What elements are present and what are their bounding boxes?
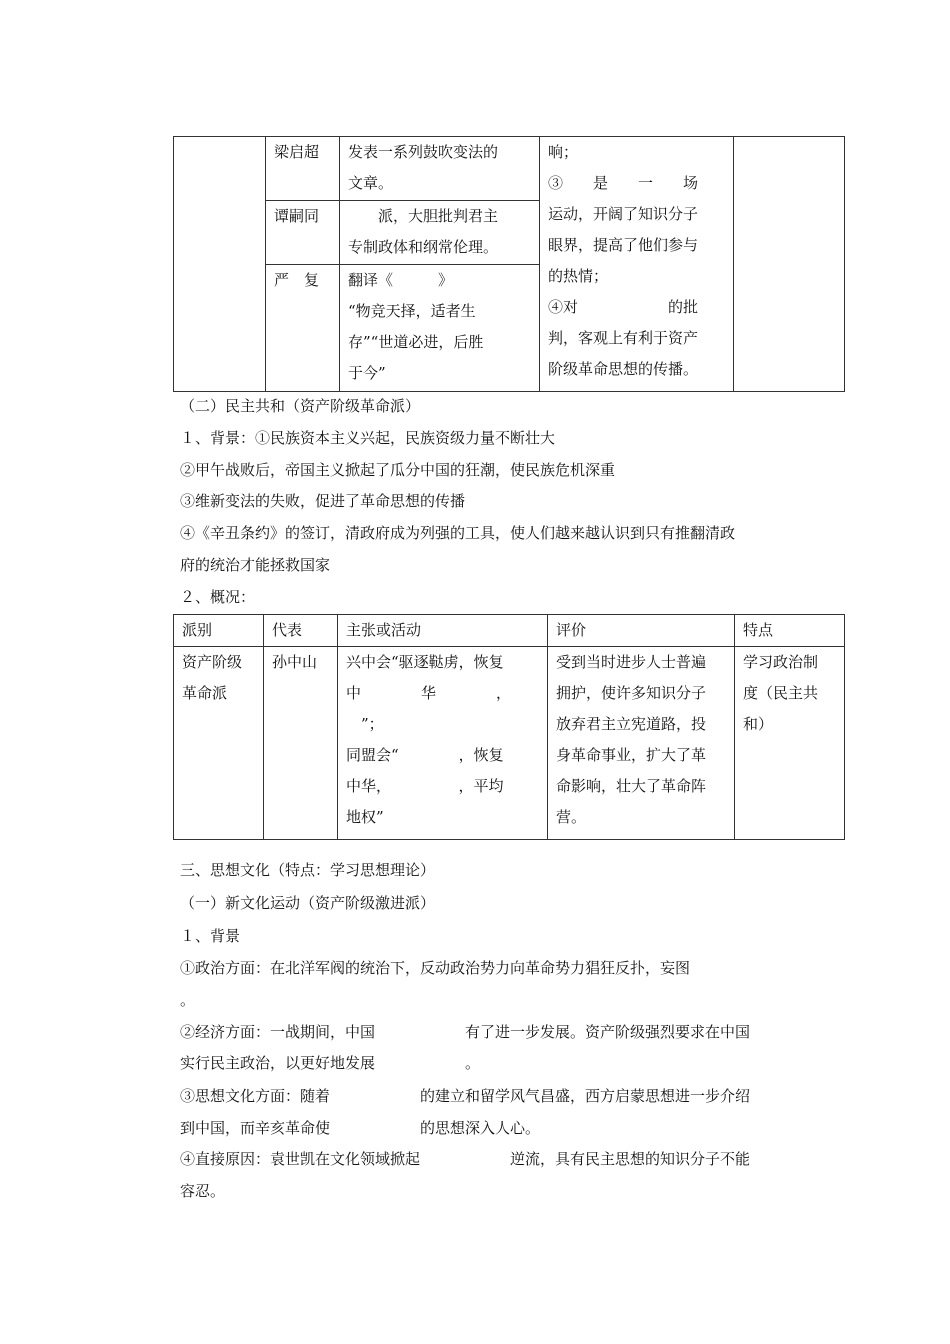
background-line: ②甲午战败后，帝国主义掀起了瓜分中国的狂潮，使民族危机深重	[180, 461, 616, 479]
claim-line: 地权”	[346, 808, 384, 826]
header-cell: 特点	[735, 615, 845, 647]
feature-line: 学习政治制	[743, 653, 819, 671]
claim-line: ”；	[346, 715, 384, 733]
paragraph-line: 到中国，而辛亥革命使 的思想深入人心。	[180, 1119, 541, 1137]
representative-cell: 孙中山	[264, 647, 338, 840]
paragraph-line: 实行民主政治，以更好地发展 。	[180, 1054, 481, 1072]
background-label: １、背景	[180, 927, 241, 945]
deed-cell	[340, 265, 540, 392]
eval-line: ④对 的批	[548, 298, 699, 316]
header-cell: 派别	[174, 615, 264, 647]
deed-line: 专制政体和纲常伦理。	[348, 238, 499, 256]
deed-cell	[340, 137, 540, 201]
deed-line: 翻译《 》	[348, 271, 454, 289]
background-line: 府的统治才能拯救国家	[180, 556, 331, 574]
eval-line: 营。	[556, 808, 587, 826]
claim-line: 中华， ，平均	[346, 777, 504, 795]
section-heading: （二）民主共和（资产阶级革命派）	[180, 397, 421, 415]
faction-cell	[174, 647, 264, 840]
feature-line: 度（民主共	[743, 684, 819, 702]
empty-cell	[174, 137, 266, 392]
eval-line: 眼界，提高了他们参与	[548, 236, 699, 254]
paragraph-line: 容忍。	[180, 1182, 226, 1200]
eval-line: ③ 是 一 场	[548, 174, 699, 192]
feature-cell	[735, 647, 845, 840]
eval-line: 受到当时进步人士普遍	[556, 653, 707, 671]
background-line: ③维新变法的失败，促进了革命思想的传播	[180, 492, 466, 510]
faction-line: 资产阶级	[182, 653, 243, 671]
header-cell: 评价	[548, 615, 735, 647]
reform-table	[173, 136, 845, 392]
deed-cell	[340, 201, 540, 265]
person-cell: 严 复	[266, 265, 340, 392]
eval-line: 运动，开阔了知识分子	[548, 205, 699, 223]
paragraph-line: ②经济方面：一战期间，中国 有了进一步发展。资产阶级强烈要求在中国	[180, 1023, 751, 1041]
header-cell: 主张或活动	[338, 615, 548, 647]
claim-line: 中 华 ，	[346, 684, 512, 702]
deed-line: 文章。	[348, 174, 394, 192]
background-line: ④《辛丑条约》的签订，清政府成为列强的工具，使人们越来越认识到只有推翻清政	[180, 524, 736, 542]
deed-line: 发表一系列鼓吹变法的	[348, 143, 499, 161]
paragraph-line: 。	[180, 991, 196, 1009]
eval-line: 命影响，壮大了革命阵	[556, 777, 707, 795]
deed-line: 于今”	[348, 364, 386, 382]
paragraph-line: ③思想文化方面：随着 的建立和留学风气昌盛，西方启蒙思想进一步介绍	[180, 1087, 751, 1105]
feature-line: 和）	[743, 715, 774, 733]
overview-label: ２、概况：	[180, 588, 256, 606]
eval-line: 身革命事业，扩大了革	[556, 746, 707, 764]
eval-line: 阶级革命思想的传播。	[548, 360, 699, 378]
eval-line: 的热情；	[548, 267, 609, 285]
eval-line: 响；	[548, 143, 579, 161]
person-cell: 谭嗣同	[266, 201, 340, 265]
deed-line: 存”“世道必进，后胜	[348, 333, 484, 351]
claim-line: 同盟会“ ，恢复	[346, 746, 504, 764]
claim-line: 兴中会“驱逐鞑虏，恢复	[346, 653, 504, 671]
overview-table	[173, 614, 845, 840]
person-cell: 梁启超	[266, 137, 340, 201]
faction-line: 革命派	[182, 684, 228, 702]
header-cell: 代表	[264, 615, 338, 647]
eval-line: 拥护，使许多知识分子	[556, 684, 707, 702]
section-title: 三、思想文化（特点：学习思想理论）	[180, 861, 436, 879]
evaluation-cell	[540, 137, 734, 392]
paragraph-line: ①政治方面：在北洋军阀的统治下，反动政治势力向革命势力猖狂反扑，妄图	[180, 959, 691, 977]
claim-cell	[338, 647, 548, 840]
eval-line: 判，客观上有利于资产	[548, 329, 699, 347]
empty-cell	[734, 137, 845, 392]
deed-line: 派，大胆批判君主	[348, 207, 499, 225]
background-line: １、背景：①民族资本主义兴起，民族资级力量不断壮大	[180, 429, 556, 447]
paragraph-line: ④直接原因：袁世凯在文化领域掀起 逆流，具有民主思想的知识分子不能	[180, 1150, 751, 1168]
eval-line: 放弃君主立宪道路，投	[556, 715, 707, 733]
subsection-title: （一）新文化运动（资产阶级激进派）	[180, 894, 436, 912]
deed-line: “物竞天择，适者生	[348, 302, 476, 320]
evaluation-cell	[548, 647, 735, 840]
